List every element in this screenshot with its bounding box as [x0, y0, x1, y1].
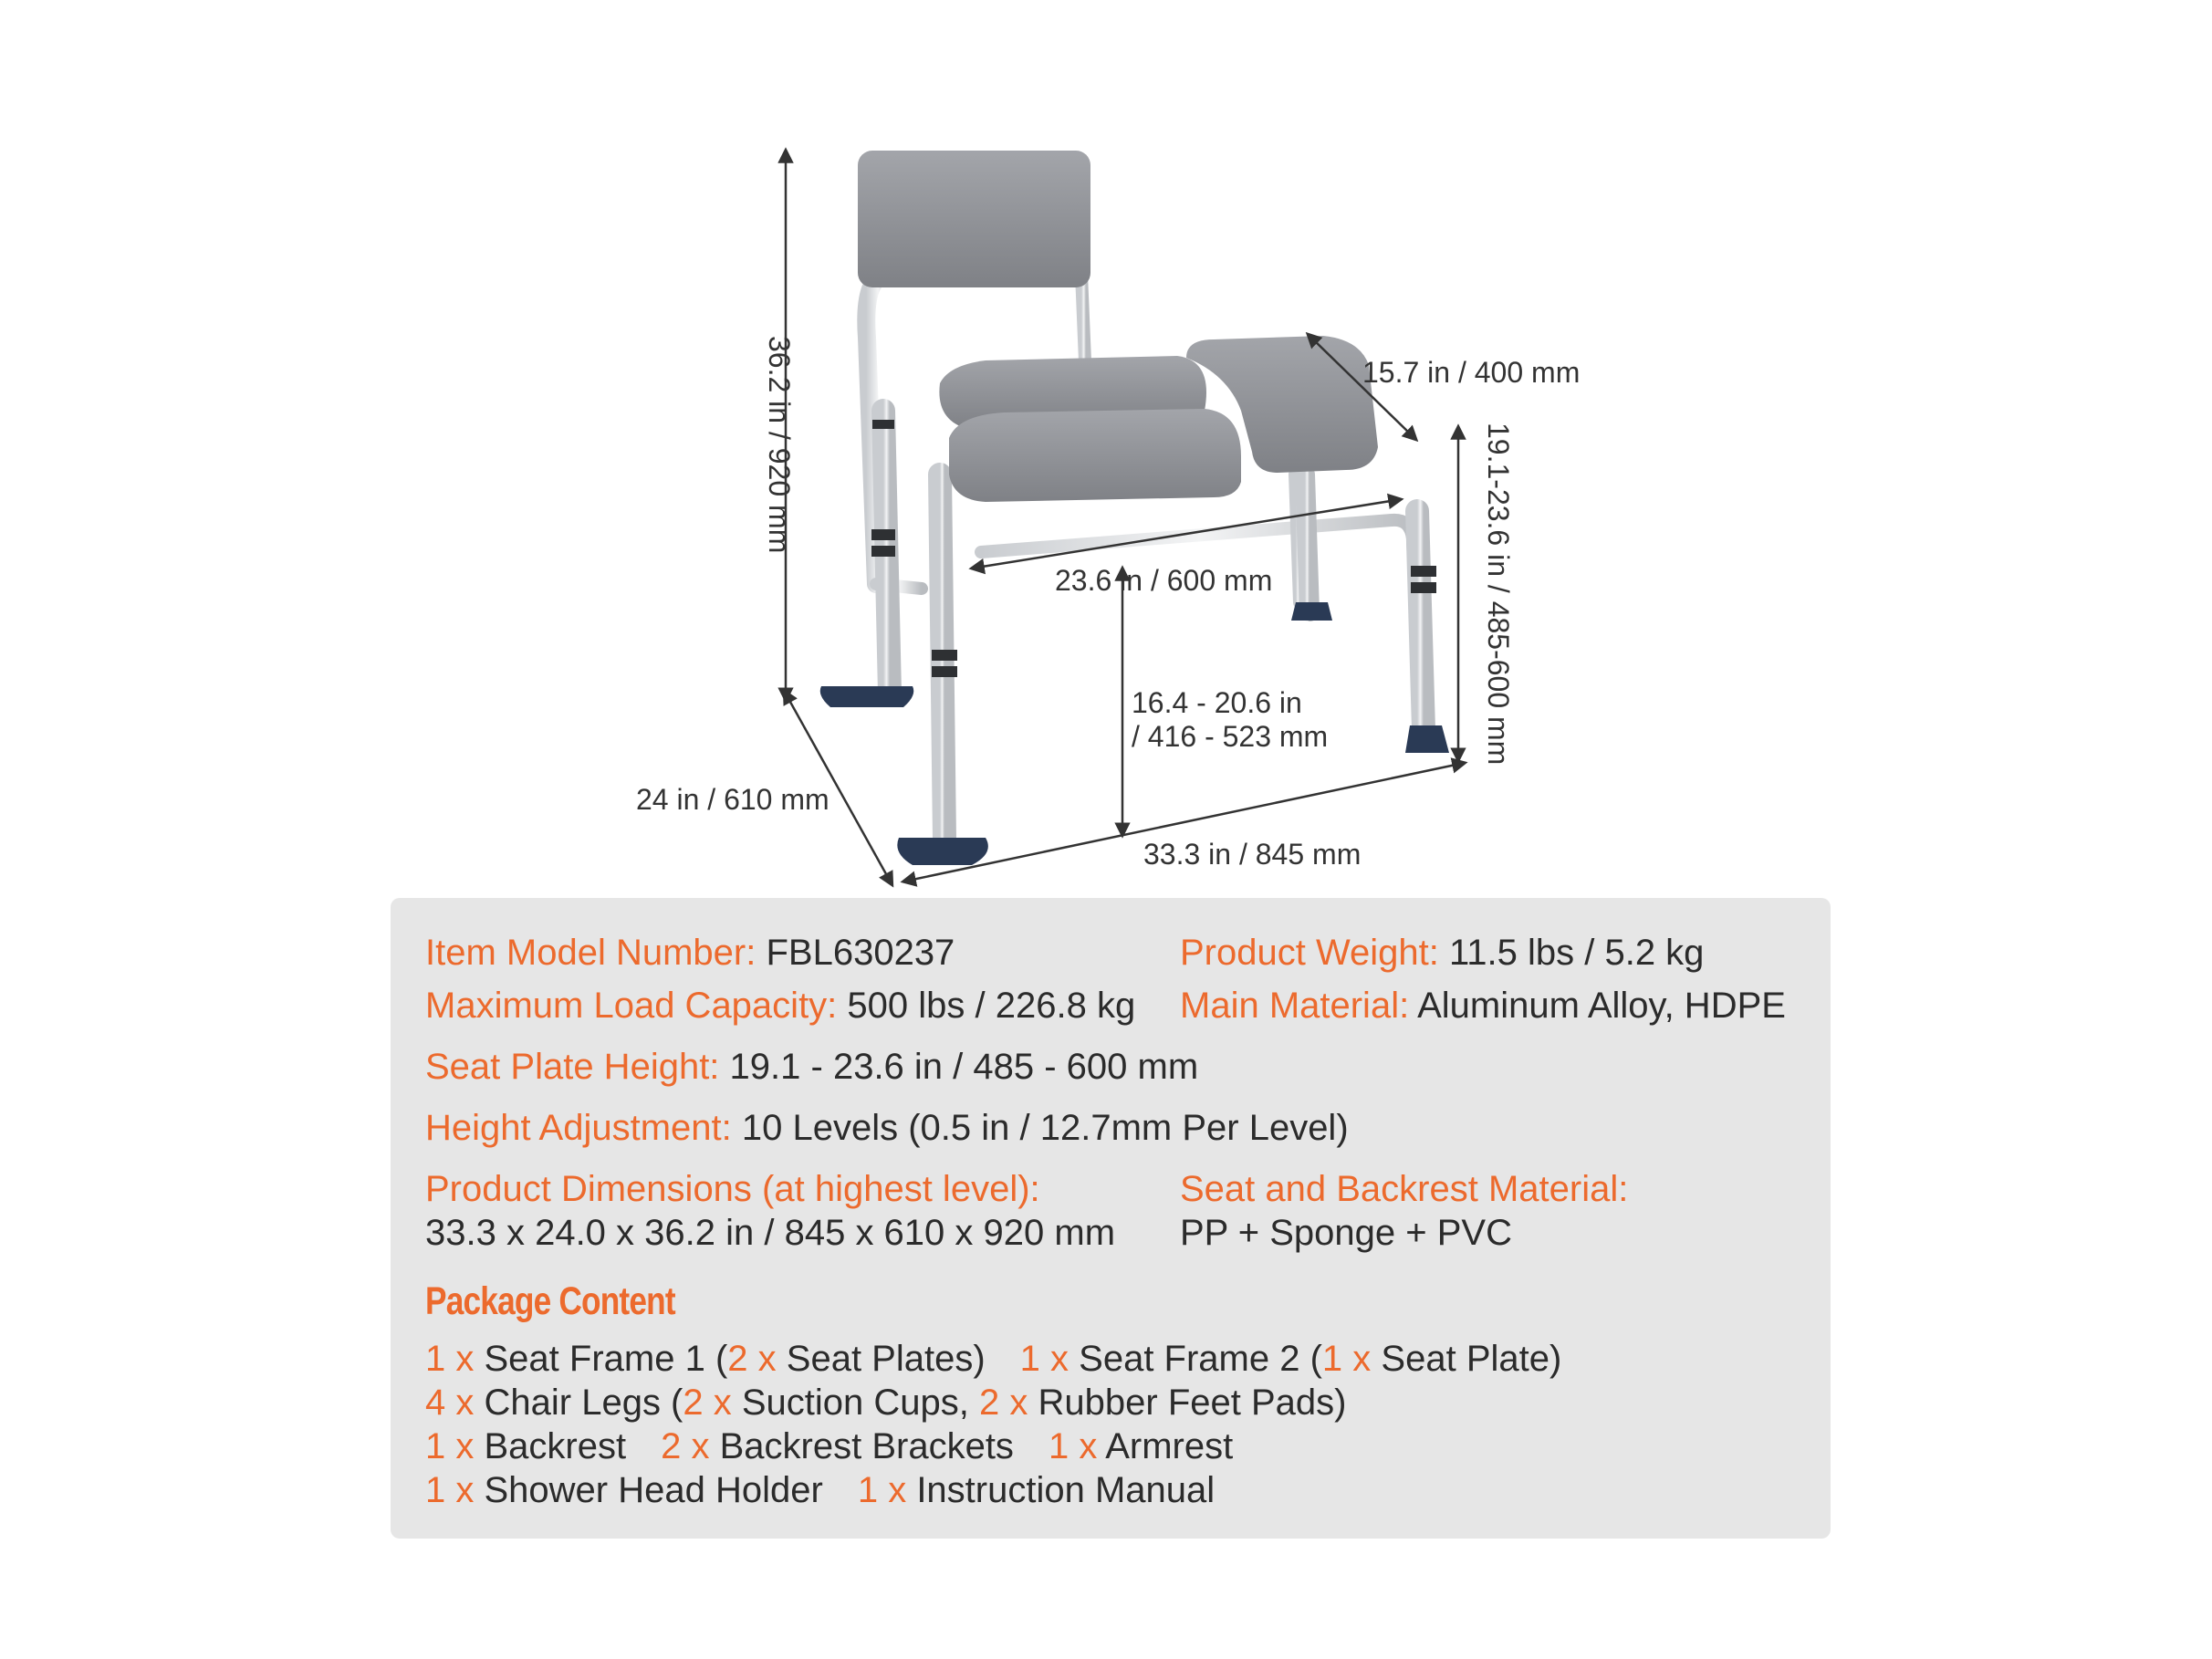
spec-material: [1180, 984, 1786, 1028]
package-content-title: Package Content: [425, 1279, 675, 1323]
package-line-1: 1 x Seat Frame 1 (2 x Seat Plates) 1 x Seat Frame 2 (1 x Seat Plate): [425, 1339, 1562, 1379]
dim-leg-height-line1: 16.4 - 20.6 in: [1132, 686, 1302, 719]
spec-adjust-label: Height Adjustment:: [425, 1108, 732, 1148]
dim-inner-width: 23.6 in / 600 mm: [1055, 564, 1273, 597]
spec-adjust-value: 10 Levels (0.5 in / 12.7mm Per Level): [741, 1108, 1349, 1148]
spec-seat-height-value: 19.1 - 23.6 in / 485 - 600 mm: [729, 1047, 1199, 1087]
backrest-pad: [858, 151, 1090, 287]
dim-width: 33.3 in / 845 mm: [1143, 838, 1362, 871]
spec-seat-material-label: Seat and Backrest Material:: [1180, 1169, 1629, 1209]
spec-seat-material-value: PP + Sponge + PVC: [1180, 1213, 1512, 1253]
spec-weight-value: 11.5 lbs / 5.2 kg: [1448, 933, 1705, 973]
package-line-4: 1 x Shower Head Holder 1 x Instruction Manual: [425, 1470, 1216, 1510]
package-line-3: 1 x Backrest 2 x Backrest Brackets 1 x Armrest: [425, 1426, 1234, 1466]
spec-load: [425, 984, 1135, 1028]
spec-dims-label: Product Dimensions (at highest level):: [425, 1169, 1040, 1209]
package-line-2: 4 x Chair Legs (2 x Suction Cups, 2 x Rubber Feet Pads): [425, 1382, 1347, 1423]
spec-load-value: 500 lbs / 226.8 kg: [847, 986, 1136, 1026]
spec-material-label: Main Material:: [1180, 986, 1410, 1026]
spec-material-value: Aluminum Alloy, HDPE: [1417, 986, 1786, 1026]
spec-seat-height: [425, 1045, 1198, 1089]
spec-model-label: Item Model Number:: [425, 933, 756, 973]
dim-depth: 24 in / 610 mm: [636, 783, 830, 816]
spec-dims-value: 33.3 x 24.0 x 36.2 in / 845 x 610 x 920 mm: [425, 1213, 1116, 1253]
spec-weight: [1180, 931, 1704, 975]
dim-total-height: 36.2 in / 920 mm: [762, 336, 796, 554]
spec-seat-height-label: Seat Plate Height:: [425, 1047, 720, 1087]
spec-model-value: FBL630237: [766, 933, 955, 973]
dim-seat-height-range: 19.1-23.6 in / 485-600 mm: [1482, 423, 1515, 766]
spec-load-label: Maximum Load Capacity:: [425, 986, 838, 1026]
spec-model: [425, 931, 955, 975]
dim-leg-height-line2: / 416 - 523 mm: [1132, 720, 1329, 753]
spec-weight-label: Product Weight:: [1180, 933, 1439, 973]
dim-seat-depth: 15.7 in / 400 mm: [1362, 356, 1581, 389]
spec-panel: [391, 898, 1831, 1539]
spec-adjust: [425, 1106, 1349, 1150]
seat-pad-front: [949, 409, 1241, 502]
